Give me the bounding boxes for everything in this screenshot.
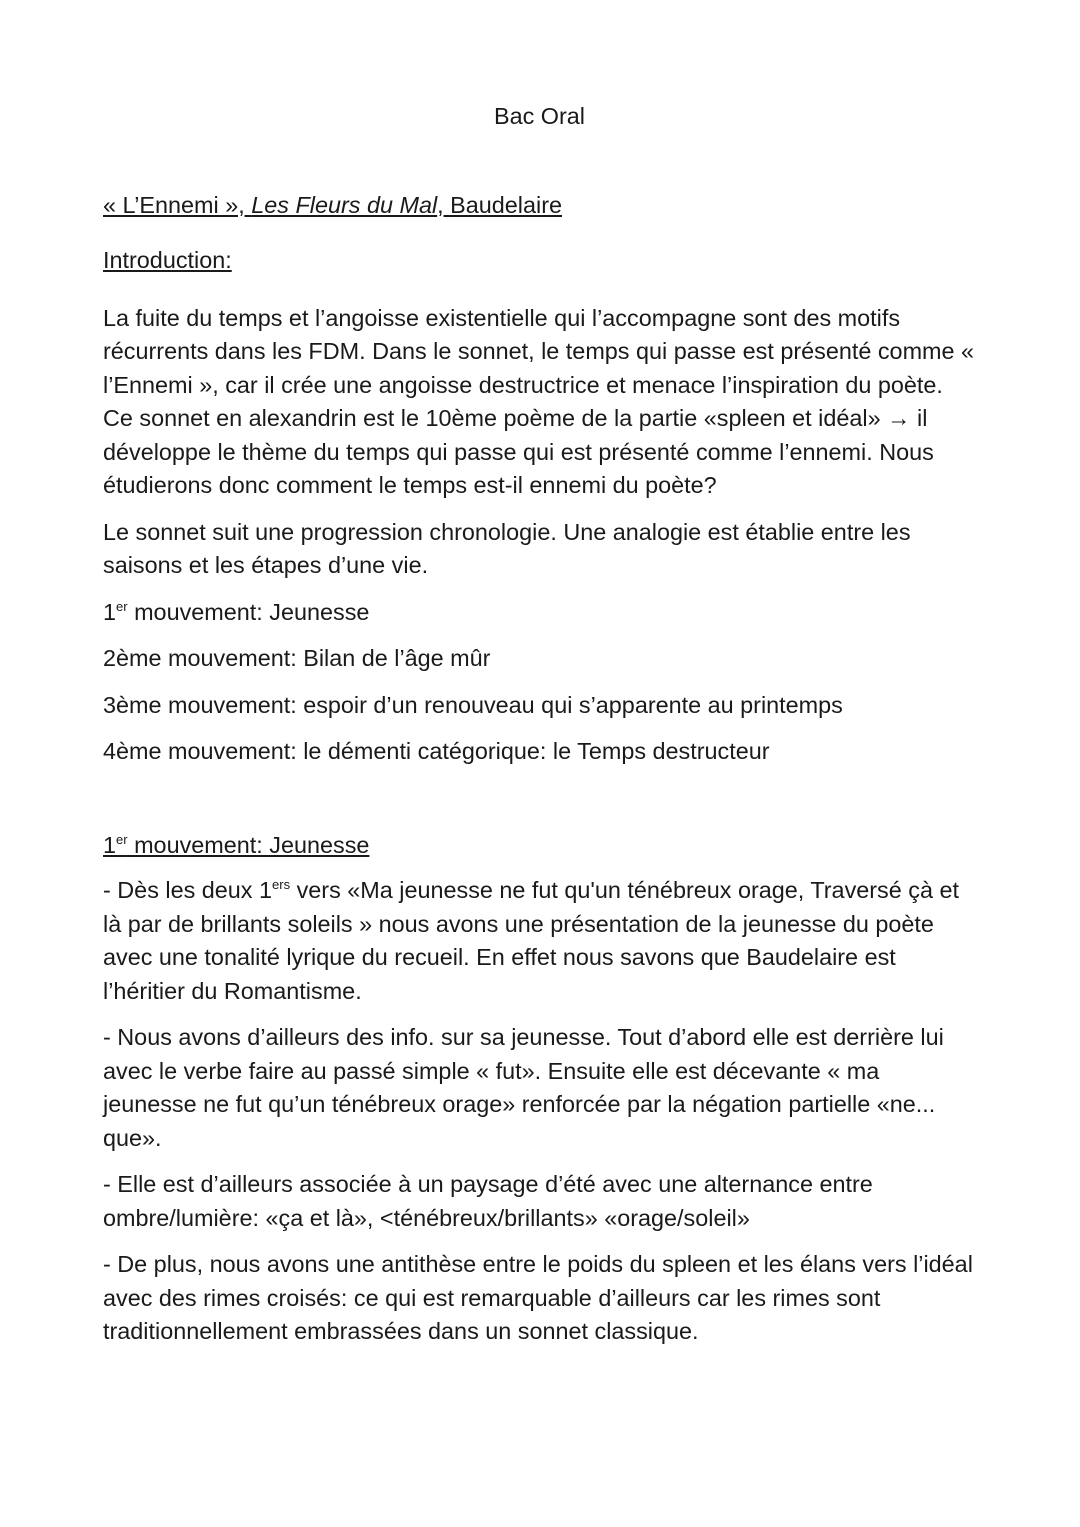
introduction-heading: Introduction:: [103, 247, 232, 273]
movement-2: 2ème mouvement: Bilan de l’âge mûr: [103, 645, 491, 671]
movement-3: 3ème mouvement: espoir d’un renouveau qui s’apparente au printemps: [103, 691, 843, 718]
progression-paragraph: Le sonnet suit une progression chronologie. Une analogie est établie entre les saisons et les étapes d’une vie.: [103, 518, 911, 578]
page-title: Bac Oral: [494, 103, 585, 129]
introduction-paragraph: La fuite du temps et l’angoisse existentielle qui l’accompagne sont des motifs récurrents dans les FDM. Dans le sonnet, le temps qui passe est présenté comme « l’Ennemi », car il crée une angoisse destructrice et menace l’inspiration du poète. Ce sonnet en alexandrin est le 10ème poème de la partie «spleen et idéal» → il développe le thème du temps qui passe qui est présenté comme l’ennemi. Nous étudierons donc comment le temps est-il ennemi du poète?: [103, 304, 975, 498]
section-spacer: [103, 782, 976, 829]
section1-heading: 1er mouvement: Jeunesse: [103, 831, 370, 858]
movements-list: [103, 596, 976, 769]
movement-1: 1er mouvement: Jeunesse: [103, 598, 370, 625]
movement-4: 4ème mouvement: le démenti catégorique: le Temps destructeur: [103, 738, 770, 764]
work-reference: [103, 189, 976, 223]
collection-title: Les Fleurs du Mal: [251, 191, 438, 218]
poem-title: « L’Ennemi »,: [103, 191, 252, 218]
section1-bullet-3: - Elle est d’ailleurs associée à un paysage d’été avec une alternance entre ombre/lumière: «ça et là», <ténébreux/brillants» «orage/soleil»: [103, 1171, 873, 1231]
section1-bullet-2: - Nous avons d’ailleurs des info. sur sa jeunesse. Tout d’abord elle est derrière lui avec le verbe faire au passé simple « fut». Ensuite elle est décevante « ma jeunesse ne fut qu’un ténébreux orage» renforcée par la négation partielle «ne... que».: [103, 1024, 944, 1151]
section1-bullet-1: - Dès les deux 1ers vers «Ma jeunesse ne fut qu'un ténébreux orage, Traversé çà et là par de brillants soleils » nous avons une présentation de la jeunesse du poète avec une tonalité lyrique du recueil. En effet nous savons que Baudelaire est l’héritier du Romantisme.: [103, 877, 959, 1004]
section1-bullet-4: - De plus, nous avons une antithèse entre le poids du spleen et les élans vers l’idéal avec des rimes croisés: ce qui est remarquable d’ailleurs car les rimes sont traditionnellement embrassées dans un sonnet classique.: [103, 1251, 973, 1344]
author-name: , Baudelaire: [437, 191, 562, 218]
